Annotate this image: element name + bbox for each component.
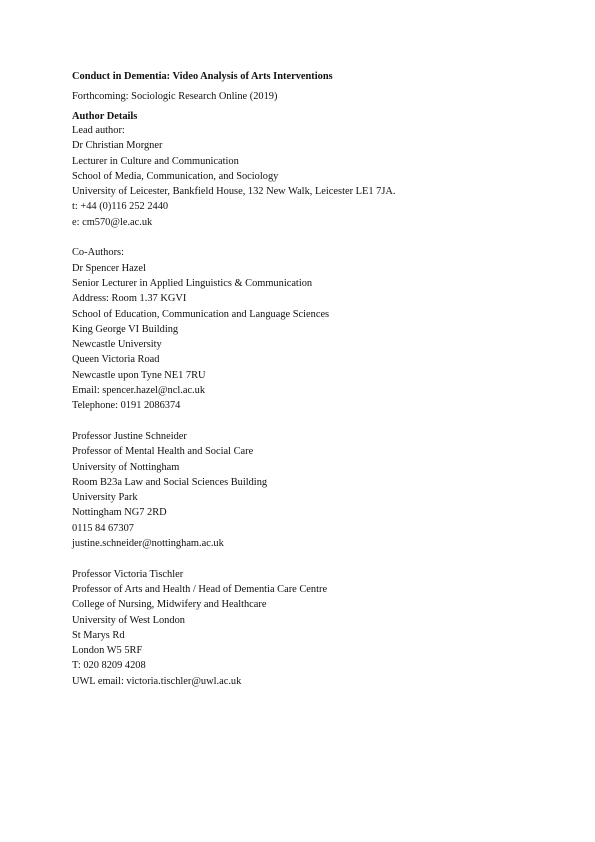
co-author-3-email: UWL email: victoria.tischler@uwl.ac.uk bbox=[72, 675, 242, 687]
co-author-1-name: Dr Spencer Hazel bbox=[72, 262, 146, 274]
lead-author-label: Lead author: bbox=[72, 125, 125, 136]
co-author-3-road: St Marys Rd bbox=[72, 629, 125, 641]
co-author-1-phone: Telephone: 0191 2086374 bbox=[72, 400, 181, 412]
spacer bbox=[72, 551, 542, 566]
co-author-3-position: Professor of Arts and Health / Head of Dementia Care Centre bbox=[72, 583, 328, 595]
lead-author-name: Dr Christian Morgner bbox=[72, 140, 163, 152]
co-authors-label: Co-Authors: bbox=[72, 247, 124, 259]
co-author-block-2 bbox=[72, 429, 542, 551]
co-author-2-position: Professor of Mental Health and Social Care bbox=[72, 446, 254, 458]
lead-author-phone: t: +44 (0)116 252 2440 bbox=[72, 201, 169, 213]
co-author-1-position: Senior Lecturer in Applied Linguistics & Communication bbox=[72, 277, 313, 289]
co-author-3-phone: T: 020 8209 4208 bbox=[72, 660, 146, 672]
lead-author-email: e: cm570@le.ac.uk bbox=[72, 216, 153, 228]
co-author-1-room: Address: Room 1.37 KGVI bbox=[72, 293, 187, 305]
co-author-block-3 bbox=[72, 567, 542, 689]
co-author-1-school: School of Education, Communication and Language Sciences bbox=[72, 308, 330, 320]
co-author-3-city: London W5 5RF bbox=[72, 645, 143, 657]
co-author-2-email: justine.schneider@nottingham.ac.uk bbox=[72, 538, 224, 550]
co-author-1-university: Newcastle University bbox=[72, 339, 162, 351]
co-author-1-email: Email: spencer.hazel@ncl.ac.uk bbox=[72, 385, 206, 397]
lead-author-position: Lecturer in Culture and Communication bbox=[72, 155, 239, 167]
co-author-1-city: Newcastle upon Tyne NE1 7RU bbox=[72, 369, 206, 381]
co-author-2-name: Professor Justine Schneider bbox=[72, 430, 187, 442]
author-details-heading: Author Details bbox=[72, 111, 138, 122]
co-author-3-college: College of Nursing, Midwifery and Healthcare bbox=[72, 599, 267, 611]
lead-author-block bbox=[72, 123, 542, 230]
publication-note: Forthcoming: Sociologic Research Online (2019) bbox=[72, 91, 278, 102]
spacer bbox=[72, 414, 542, 429]
co-author-3-university: University of West London bbox=[72, 614, 185, 626]
co-author-2-phone: 0115 84 67307 bbox=[72, 522, 134, 534]
co-author-2-room: Room B23a Law and Social Sciences Building bbox=[72, 476, 268, 488]
co-author-block-1 bbox=[72, 245, 542, 413]
co-author-1-building: King George VI Building bbox=[72, 323, 179, 335]
co-author-2-university: University of Nottingham bbox=[72, 461, 180, 473]
spacer bbox=[72, 230, 542, 245]
document-page bbox=[72, 70, 542, 689]
lead-author-school: School of Media, Communication, and Sociology bbox=[72, 170, 279, 182]
co-author-1-road: Queen Victoria Road bbox=[72, 354, 160, 366]
co-author-2-park: University Park bbox=[72, 492, 138, 504]
lead-author-address: University of Leicester, Bankfield House, 132 New Walk, Leicester LE1 7JA. bbox=[72, 186, 396, 198]
co-author-3-name: Professor Victoria Tischler bbox=[72, 568, 184, 580]
document-title: Conduct in Dementia: Video Analysis of Arts Interventions bbox=[72, 71, 333, 82]
co-author-2-city: Nottingham NG7 2RD bbox=[72, 507, 167, 519]
